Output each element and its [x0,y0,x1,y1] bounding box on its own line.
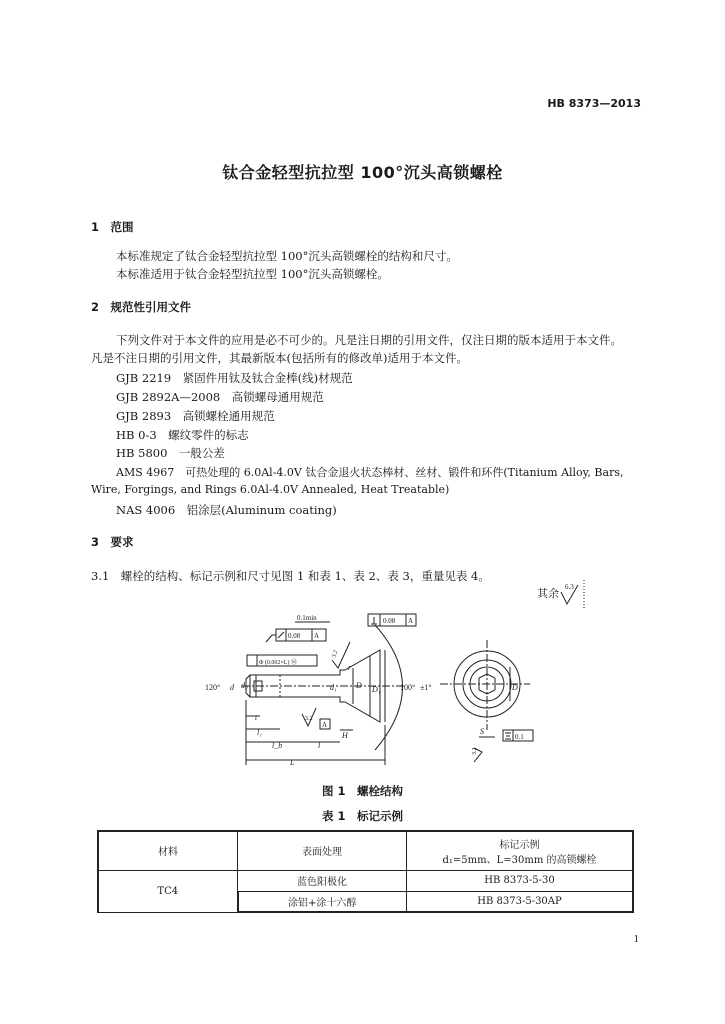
cell-surface-2: 涂铝+涂十六醇 [238,891,407,912]
section-1-line-2: 本标准适用于钛合金轻型抗拉型 100°沉头高锁螺栓。 [116,267,389,281]
reference-nas4006: NAS 4006 铝涂层(Aluminum coating) [116,503,337,517]
label-s: S [480,727,484,736]
section-2-intro-1: 下列文件对于本文件的应用是必不可少的。凡是注日期的引用文件，仅注日期的版本适用于本文件。 [116,333,622,347]
header-marking-example-line-1: 标记示例 [499,839,540,851]
label-d: d [230,683,234,692]
header-surface-treatment: 表面处理 [238,831,407,870]
symmetry-tol-value: 0.1 [515,733,524,741]
label-d2: d₂ [241,681,248,690]
section-1-heading: 1 范围 [91,220,134,234]
reference-ams4967: AMS 4967 可热处理的 6.0Al-4.0V 钛合金退火状态棒材、丝材、锻件和环件(Titanium Alloy, Bars, [116,466,624,479]
label-100-angle: 100° [400,683,416,692]
label-L: L [290,758,295,767]
reference-gjb2893: GJB 2893 高锁螺栓通用规范 [116,409,275,423]
reference-hb5800: HB 5800 一般公差 [116,446,225,460]
label-l: l [318,741,321,750]
roughness-value: 6.3 [565,583,574,591]
section-3-heading: 3 要求 [91,535,134,549]
label-D: D [356,681,362,690]
document-title: 钛合金轻型抗拉型 100°沉头高锁螺栓 [222,163,503,182]
label-lb: l_b [272,741,283,750]
label-angle-tolerance: ±1° [420,683,432,692]
cell-mark-1: HB 8373-5-30 [407,870,634,891]
figure-1-caption: 图 1 螺栓结构 [321,784,403,798]
reference-gjb2219: GJB 2219 紧固件用钛及钛合金棒(线)材规范 [116,371,353,385]
label-t: t [255,713,258,722]
perp-tol-value: 0.08 [383,617,396,625]
clause-3-1: 3.1 螺栓的结构、标记示例和尺寸见图 1 和表 1、表 2、表 3，重量见表 4。 [91,569,490,583]
flat-datum: A [314,632,320,640]
roughness-prefix: 其余 [537,588,559,600]
label-d1: d₁ [330,683,337,692]
perpendicularity-symbol [371,617,377,624]
cell-mark-2: HB 8373-5-30AP [407,891,634,912]
table-row [98,870,633,891]
position-tol-value: Φ (0.002×L) Ⓜ [259,660,297,666]
section-2-intro-2: 凡是不注日期的引用文件，其最新版本(包括所有的修改单)适用于本文件。 [91,351,468,365]
page-number: 1 [633,933,639,945]
header-material: 材料 [98,831,238,870]
marking-example-table [97,830,634,913]
section-2-heading: 2 规范性引用文件 [91,300,192,314]
flat-tol-value: 0.08 [288,632,301,640]
table-1-caption: 表 1 标记示例 [321,809,403,823]
label-H: H [342,731,348,740]
roughness-shank: 3.2 [305,716,313,722]
label-min: 0.1min [297,614,317,622]
perp-datum: A [408,617,414,625]
label-l1: l₁ [257,728,263,737]
section-1-line-1: 本标准规定了钛合金轻型抗拉型 100°沉头高锁螺栓的结构和尺寸。 [116,249,458,263]
label-120-angle: 120° [205,683,221,692]
label-D1: D₁ [372,685,381,694]
reference-gjb2892a: GJB 2892A—2008 高锁螺母通用规范 [116,390,324,404]
roughness-head: 3.2 [331,649,340,659]
cell-material: TC4 [98,870,238,912]
bolt-structure-figure [180,580,600,780]
header-marking-example-line-2: d₁=5mm、L=30mm 的高锁螺栓 [442,854,597,866]
reference-hb0-3: HB 0-3 螺纹零件的标志 [116,428,249,442]
cell-surface-1: 蓝色阳极化 [238,870,407,891]
datum-a-label: A [322,721,328,729]
reference-ams4967-continued: Wire, Forgings, and Rings 6.0Al-4.0V Annealed, Heat Treatable) [91,483,450,496]
header-marking-example [407,831,634,870]
label-r: r [348,663,352,672]
standard-code: HB 8373—2013 [547,97,641,110]
label-end-D1: D₁ [512,683,521,692]
roughness-end: 3.2 [472,747,478,755]
